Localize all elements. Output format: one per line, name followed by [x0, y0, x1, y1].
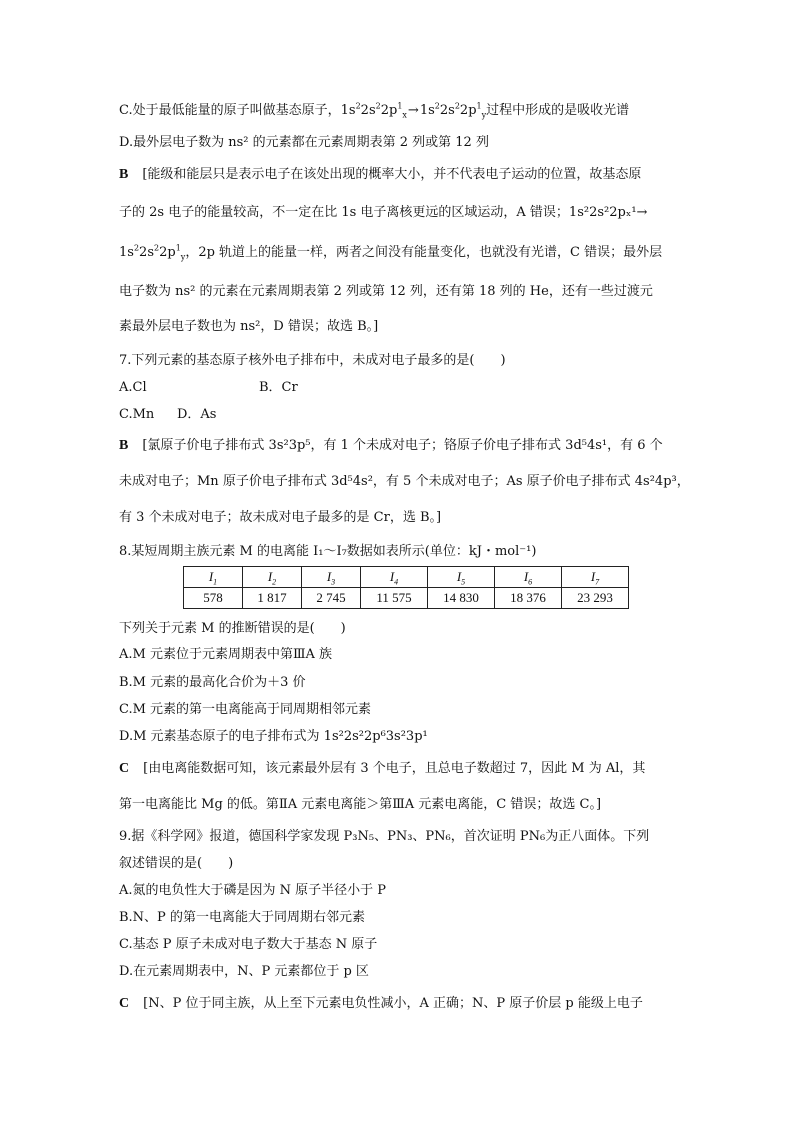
table-header-cell: $I_2$	[243, 567, 302, 588]
q7-option-d: D．As	[177, 407, 217, 422]
table-cell: 18 376	[495, 588, 562, 609]
table-cell: 578	[184, 588, 243, 609]
q7-options-ab	[119, 379, 298, 397]
table-cell: 1 817	[243, 588, 302, 609]
q8-question: 下列关于元素 M 的推断错误的是( )	[119, 621, 346, 636]
q7-stem: 7.下列元素的基态原子核外电子排布中，未成对电子最多的是( )	[119, 353, 506, 368]
q6-explanation-text-1: [能级和能层只是表示电子在该处出现的概率大小，并不代表电子运动的位置，故基态原	[142, 167, 642, 182]
q9-option-a: A.氮的电负性大于磷是因为 N 原子半径小于 P	[119, 883, 387, 898]
q6-explanation-5: 素最外层电子数也为 ns²，D 错误；故选 B。]	[119, 319, 379, 334]
table-header-cell: $I_7$	[562, 567, 629, 588]
q9-explanation-1	[119, 995, 643, 1013]
table-cell: 2 745	[302, 588, 361, 609]
q8-option-b: B.M 元素的最高化合价为＋3 价	[119, 675, 306, 690]
table-row	[184, 588, 629, 609]
table-header-cell: $I_6$	[495, 567, 562, 588]
q6-option-d: D.最外层电子数为 ns² 的元素都在元素周期表第 2 列或第 12 列	[119, 135, 489, 150]
q6-option-c-formula: $1s^22s^22p^1_x\to 1s^22s^22p^1_y$	[340, 101, 487, 120]
q6-explanation-2: 子的 2s 电子的能量较高，不一定在比 1s 电子离核更远的区域运动，A 错误；1s²2s²2pₓ¹→	[119, 205, 648, 220]
q8-explanation-1	[119, 760, 645, 778]
table-cell: 11 575	[361, 588, 428, 609]
q8-option-a: A.M 元素位于元素周期表中第ⅢA 族	[119, 647, 333, 662]
q8-explanation-2: 第一电离能比 Mg 的低。第ⅡA 元素电离能＞第ⅢA 元素电离能，C 错误；故选 C。]	[119, 797, 602, 812]
q8-option-c: C.M 元素的第一电离能高于同周期相邻元素	[119, 702, 372, 717]
q9-option-c: C.基态 P 原子未成对电子数大于基态 N 原子	[119, 937, 378, 952]
q6-explanation-4: 电子数为 ns² 的元素在元素周期表第 2 列或第 12 列，还有第 18 列的 He，还有一些过渡元	[119, 284, 653, 299]
q7-option-b: B．Cr	[259, 380, 298, 395]
ionization-energy-table	[183, 566, 629, 609]
q6-option-c-post: 过程中形成的是吸收光谱	[486, 103, 630, 118]
table-header-cell: $I_3$	[302, 567, 361, 588]
q7-option-a: A.Cl	[119, 380, 147, 395]
q7-explanation-1	[119, 437, 663, 455]
q7-options-cd	[119, 406, 216, 424]
q6-option-c	[119, 102, 629, 120]
q9-option-b: B.N、P 的第一电离能大于同周期右邻元素	[119, 910, 365, 925]
q7-explanation-3: 有 3 个未成对电子；故未成对电子最多的是 Cr，选 B。]	[119, 510, 442, 525]
q6-answer-letter: B	[119, 167, 129, 182]
q9-stem-2: 叙述错误的是( )	[119, 856, 234, 871]
table-header-cell: $I_4$	[361, 567, 428, 588]
table-header-row	[184, 567, 629, 588]
q7-answer-letter: B	[119, 438, 129, 453]
q8-answer-letter: C	[119, 761, 130, 776]
q9-stem-1: 9.据《科学网》报道，德国科学家发现 P₃N₅、PN₃、PN₆，首次证明 PN₆为正八面体。下列	[119, 829, 650, 844]
q9-option-d: D.在元素周期表中，N、P 元素都位于 p 区	[119, 964, 369, 979]
table-header-cell: $I_5$	[428, 567, 495, 588]
q9-answer-letter: C	[119, 996, 130, 1011]
q8-stem: 8.某短周期主族元素 M 的电离能 I₁～I₇数据如表所示(单位：kJ・mol⁻¹)	[119, 544, 537, 559]
q6-explanation-1	[119, 166, 641, 184]
q8-explanation-text-1: [由电离能数据可知，该元素最外层有 3 个电子，且总电子数超过 7，因此 M 为 Al，其	[143, 761, 646, 776]
q7-explanation-text-1: [氯原子价电子排布式 3s²3p⁵，有 1 个未成对电子；铬原子价电子排布式 3d⁵4s¹，有 6 个	[142, 438, 663, 453]
q6-option-c-pre: C.处于最低能量的原子叫做基态原子，	[119, 103, 341, 118]
q7-option-c: C.Mn	[119, 407, 155, 422]
q7-explanation-2: 未成对电子；Mn 原子价电子排布式 3d⁵4s²，有 5 个未成对电子；As 原子价电子排布式 4s²4p³，	[119, 474, 690, 489]
table-cell: 23 293	[562, 588, 629, 609]
q9-explanation-text-1: [N、P 位于同主族，从上至下元素电负性减小，A 正确；N、P 原子价层 p 能级上电子	[143, 996, 643, 1011]
q6-explanation-3	[119, 244, 662, 262]
q6-explanation-text-3: ，2p 轨道上的能量一样，两者之间没有能量变化，也就没有光谱，C 错误；最外层	[185, 245, 663, 260]
q8-option-d: D.M 元素基态原子的电子排布式为 1s²2s²2p⁶3s²3p¹	[119, 729, 428, 744]
table-cell: 14 830	[428, 588, 495, 609]
table-header-cell: $I_1$	[184, 567, 243, 588]
q6-explanation-formula: $1s^22s^22p^1_y$	[119, 243, 186, 262]
